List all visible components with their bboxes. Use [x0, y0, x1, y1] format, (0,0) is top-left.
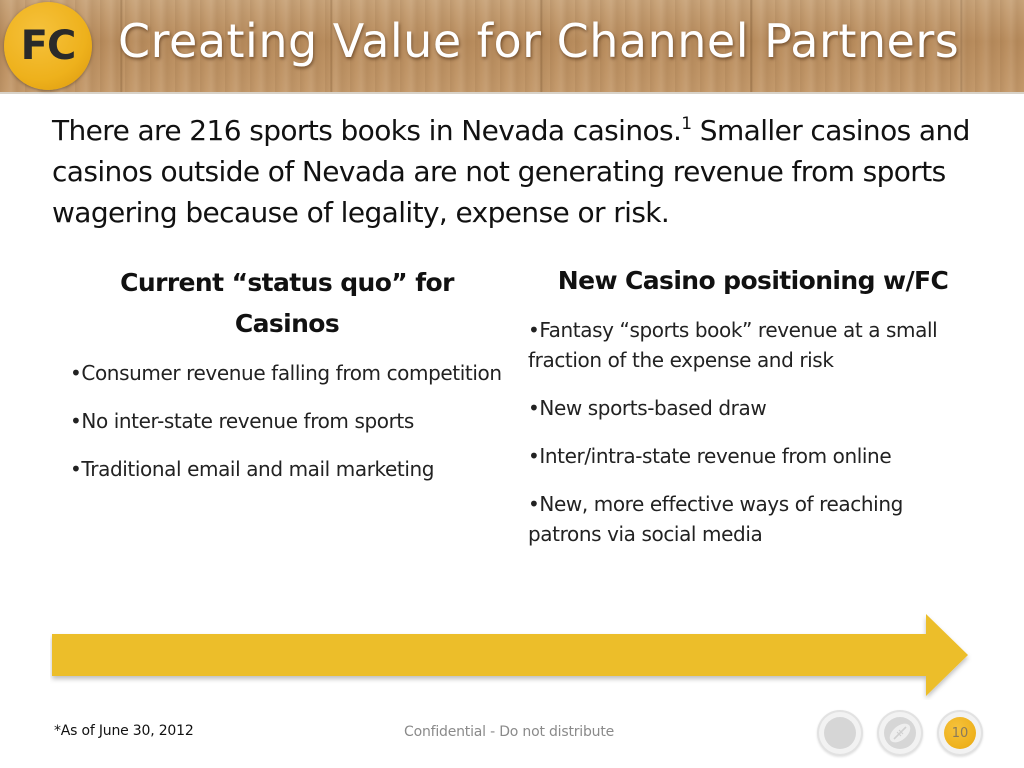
list-item: •Inter/intra-state revenue from online: [528, 444, 892, 468]
list-item: •Fantasy “sports book” revenue at a small fraction of the expense and risk: [528, 318, 938, 372]
footnote: *As of June 30, 2012: [54, 723, 194, 739]
new-positioning-list: [528, 315, 978, 549]
status-quo-column: [70, 262, 504, 502]
list-item: •New sports-based draw: [528, 396, 767, 420]
progress-arrow-icon: [50, 612, 972, 700]
footnote-marker: 1: [681, 114, 692, 134]
new-positioning-column: [528, 260, 978, 567]
nav-football-button[interactable]: [877, 710, 923, 756]
page-number-badge: [937, 710, 983, 756]
list-item: •Consumer revenue falling from competition: [70, 361, 502, 385]
circle-icon: [824, 717, 856, 749]
list-item: •No inter-state revenue from sports: [70, 409, 414, 433]
title-banner: [0, 0, 1024, 94]
intro-text-before: There are 216 sports books in Nevada casinos.: [52, 114, 682, 147]
slide-title: Creating Value for Channel Partners: [118, 14, 960, 68]
list-item: •Traditional email and mail marketing: [70, 457, 435, 481]
intro-text-after: Smaller casinos and casinos outside of Nevada are not generating revenue from sports wagering because of legality, expense or risk.: [52, 114, 970, 229]
page-number: 10: [944, 717, 976, 749]
logo-text: FC: [20, 23, 76, 69]
status-quo-heading: Current “status quo” for Casinos: [120, 268, 454, 338]
nav-circle-button[interactable]: [817, 710, 863, 756]
intro-paragraph: [52, 110, 1002, 233]
new-positioning-heading: New Casino positioning w/FC: [557, 266, 949, 295]
fc-logo: [4, 2, 92, 90]
status-quo-list: [70, 358, 504, 484]
confidential-notice: Confidential - Do not distribute: [404, 724, 615, 740]
list-item: •New, more effective ways of reaching patrons via social media: [528, 492, 903, 546]
football-icon: [883, 716, 917, 750]
